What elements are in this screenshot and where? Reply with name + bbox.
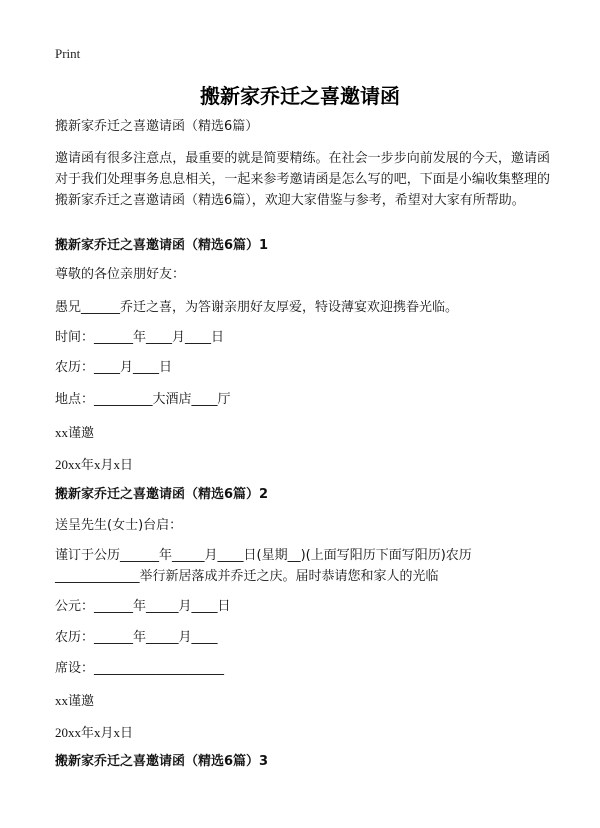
intro-paragraph: 邀请函有很多注意点，最重要的就是简要精练。在社会一步步向前发展的今天，邀请函对于我们处理事务息息相关，一起来参考邀请函是怎么写的吧，下面是小编收集整理的搬新家乔迁之喜邀请函（精选6篇），欢迎大家借鉴与参考，希望对大家有所帮助。 [55,151,550,208]
section-2-gregorian-date: 公元：______年_____月____日 [55,599,231,614]
section-1-date: 20xx年x月x日 [55,457,134,472]
section-1-heading: 搬新家乔迁之喜邀请函（精选6篇）1 [55,238,269,253]
section-2-greeting: 送呈先生(女士)台启： [55,518,183,533]
section-1-greeting: 尊敬的各位亲朋好友： [55,267,186,282]
page-title: 搬新家乔迁之喜邀请函 [200,84,400,108]
section-2-body-line-1: 谨订于公历______年_____月____日(星期__)(上面写阳历下面写阳历)农历 [55,548,472,563]
section-2-venue: 席设：____________________ [55,661,225,676]
section-1-invitation: 愚兄______乔迁之喜，为答谢亲朋好友厚爱，特设薄宴欢迎携眷光临。 [55,300,459,315]
section-2-date: 20xx年x月x日 [55,725,134,740]
print-link[interactable]: Print [55,46,81,61]
section-3-heading: 搬新家乔迁之喜邀请函（精选6篇）3 [55,754,269,769]
section-2-heading: 搬新家乔迁之喜邀请函（精选6篇）2 [55,487,269,502]
section-2-lunar-date: 农历：______年_____月____ [55,630,218,645]
section-1-location: 地点：_________大酒店____厅 [55,392,231,407]
section-2-body-line-2: _____________举行新居落成并乔迁之庆。届时恭请您和家人的光临 [55,569,439,584]
section-1-lunar-date: 农历：____月____日 [55,360,173,375]
document-subtitle: 搬新家乔迁之喜邀请函（精选6篇） [55,119,259,134]
section-1-signature: xx谨邀 [55,425,95,440]
section-1-time: 时间：______年____月____日 [55,330,225,345]
section-2-signature: xx谨邀 [55,693,95,708]
